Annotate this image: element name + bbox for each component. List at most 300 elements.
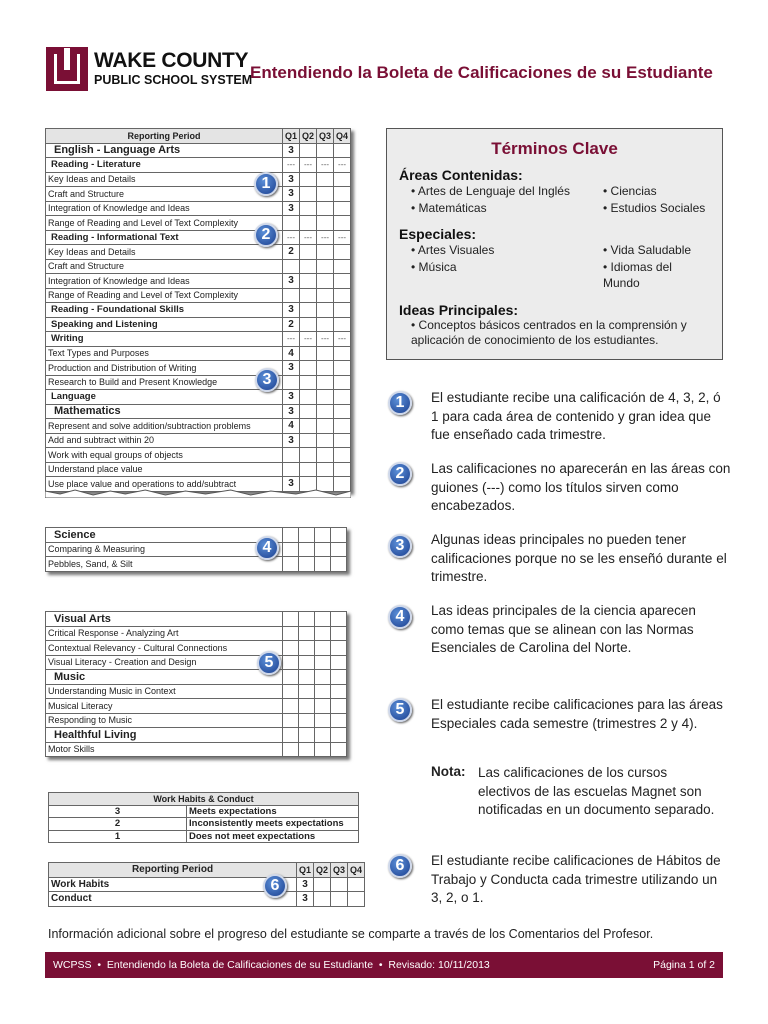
table-row: [46, 361, 351, 376]
specials-list: [399, 242, 710, 292]
row-label: Represent and solve addition/subtraction problems: [46, 419, 283, 434]
grade-cell: [299, 641, 315, 656]
grade-cell: [334, 201, 351, 216]
grade-cell: [300, 143, 317, 158]
grade-cell: ---: [317, 158, 334, 173]
row-label: Production and Distribution of Writing: [46, 361, 283, 376]
ela-math-table-wrap: [45, 128, 351, 492]
table-row: [46, 542, 347, 557]
callout-badge-3: 3: [255, 368, 279, 392]
grade-cell: [314, 877, 331, 892]
content-areas-heading: Áreas Contenidas:: [399, 167, 523, 183]
table-row: [46, 390, 351, 405]
table-row: [46, 557, 347, 572]
grade-cell: [283, 528, 299, 543]
science-table-wrap: [45, 527, 347, 572]
list-item: • Matemáticas: [411, 200, 603, 217]
grade-cell: [317, 143, 334, 158]
quarter-header: Q1: [297, 863, 314, 878]
row-label: Integration of Knowledge and Ideas: [46, 274, 283, 289]
specials-heading: Especiales:: [399, 226, 477, 242]
grade-cell: [315, 684, 331, 699]
grade-cell: 3: [283, 433, 300, 448]
grade-cell: 3: [283, 390, 300, 405]
grade-cell: 3: [283, 201, 300, 216]
row-label: Visual Arts: [46, 612, 283, 627]
grade-cell: [299, 699, 315, 714]
grade-cell: [348, 877, 365, 892]
grade-cell: [317, 317, 334, 332]
grade-cell: ---: [334, 158, 351, 173]
grade-cell: [331, 528, 347, 543]
table-row: [46, 670, 347, 685]
grade-cell: [283, 375, 300, 390]
list-item: • Música: [411, 259, 603, 292]
row-label: Science: [46, 528, 283, 543]
row-label: Use place value and operations to add/subtract: [46, 477, 283, 492]
row-label: Reading - Foundational Skills: [46, 303, 283, 318]
table-row: [46, 713, 347, 728]
grade-cell: [317, 433, 334, 448]
table-row: [46, 626, 347, 641]
grade-cell: 3: [283, 303, 300, 318]
grade-cell: [317, 245, 334, 260]
grade-cell: 2: [283, 317, 300, 332]
table-row: [46, 230, 351, 245]
table-row: [46, 375, 351, 390]
grade-cell: [299, 557, 315, 572]
grade-cell: [300, 419, 317, 434]
table-row: [46, 288, 351, 303]
grade-cell: ---: [300, 230, 317, 245]
row-label: Add and subtract within 20: [46, 433, 283, 448]
grade-cell: [334, 448, 351, 463]
row-label: Comparing & Measuring: [46, 542, 283, 557]
grade-cell: [334, 172, 351, 187]
grade-cell: [334, 390, 351, 405]
grade-cell: [283, 670, 299, 685]
explanation-badge-6: 6: [388, 854, 412, 878]
row-label: Research to Build and Present Knowledge: [46, 375, 283, 390]
grade-cell: [334, 375, 351, 390]
big-ideas-text: • Conceptos básicos centrados en la comprensión y aplicación de conocimiento de los estudiantes.: [399, 318, 710, 348]
grade-cell: ---: [283, 332, 300, 347]
grade-cell: [331, 626, 347, 641]
table-row: [46, 655, 347, 670]
list-item: • Idiomas del Mundo: [603, 259, 710, 292]
row-label: Speaking and Listening: [46, 317, 283, 332]
grade-cell: 3: [297, 892, 314, 907]
work-habits-key-table: [48, 792, 359, 843]
table-row: [46, 742, 347, 757]
grade-cell: [283, 612, 299, 627]
table-row: [46, 245, 351, 260]
grade-cell: [331, 670, 347, 685]
grade-cell: [331, 542, 347, 557]
grade-cell: [317, 404, 334, 419]
grade-cell: [317, 187, 334, 202]
grade-cell: [315, 742, 331, 757]
grade-cell: [300, 245, 317, 260]
grade-cell: [300, 288, 317, 303]
table-row: [46, 404, 351, 419]
grade-cell: [317, 375, 334, 390]
grade-cell: 3: [283, 404, 300, 419]
row-label: Key Ideas and Details: [46, 172, 283, 187]
grade-cell: [331, 557, 347, 572]
grade-cell: [317, 303, 334, 318]
row-label: Craft and Structure: [46, 187, 283, 202]
table-row: [46, 612, 347, 627]
row-label: Key Ideas and Details: [46, 245, 283, 260]
grade-cell: [334, 259, 351, 274]
grade-cell: [299, 728, 315, 743]
specials-table-wrap: [45, 611, 347, 757]
quarter-header: Q3: [317, 129, 334, 144]
grade-cell: [299, 655, 315, 670]
key-terms-box: [386, 128, 723, 360]
grade-cell: [283, 259, 300, 274]
grade-cell: [300, 201, 317, 216]
grade-cell: 2: [283, 245, 300, 260]
callout-badge-6: 6: [263, 874, 287, 898]
table-row: [49, 892, 365, 907]
row-label: Text Types and Purposes: [46, 346, 283, 361]
grade-cell: ---: [283, 158, 300, 173]
table-row: [49, 877, 365, 892]
grade-cell: [315, 655, 331, 670]
grade-cell: [334, 317, 351, 332]
table-row: [46, 172, 351, 187]
grade-cell: [299, 542, 315, 557]
grade-cell: [317, 462, 334, 477]
grade-cell: ---: [317, 332, 334, 347]
grade-cell: [317, 172, 334, 187]
quarter-header: Q2: [314, 863, 331, 878]
grade-cell: [315, 713, 331, 728]
table-row: [46, 259, 351, 274]
grade-cell: [331, 713, 347, 728]
row-label: Craft and Structure: [46, 259, 283, 274]
table-row: [46, 462, 351, 477]
table-row: [46, 419, 351, 434]
grade-cell: [300, 216, 317, 231]
grade-cell: [331, 892, 348, 907]
grade-cell: [300, 361, 317, 376]
grade-cell: [283, 655, 299, 670]
grade-cell: [300, 303, 317, 318]
grade-cell: [300, 462, 317, 477]
grade-cell: [334, 433, 351, 448]
table-row: [46, 641, 347, 656]
table-row: [46, 274, 351, 289]
grade-cell: [317, 216, 334, 231]
grade-cell: [283, 728, 299, 743]
row-label: Musical Literacy: [46, 699, 283, 714]
row-label: Conduct: [49, 892, 297, 907]
grade-cell: [300, 259, 317, 274]
table-row: [46, 303, 351, 318]
quarter-header: Q2: [300, 129, 317, 144]
grade-cell: [334, 288, 351, 303]
reporting-period-header: Reporting Period: [46, 129, 283, 144]
quarter-header: Q1: [283, 129, 300, 144]
grade-cell: [331, 699, 347, 714]
grade-cell: [299, 742, 315, 757]
grade-cell: [334, 216, 351, 231]
quarter-header: Q4: [348, 863, 365, 878]
grade-cell: [315, 728, 331, 743]
table-row: [46, 158, 351, 173]
table-row: [46, 201, 351, 216]
big-ideas-heading: Ideas Principales:: [399, 301, 519, 318]
table-row: [46, 448, 351, 463]
footer-info: WCPSS • Entendiendo la Boleta de Calificaciones de su Estudiante • Revisado: 10/11/2013: [53, 959, 490, 971]
grade-cell: [300, 448, 317, 463]
grade-cell: [317, 361, 334, 376]
grade-cell: [314, 892, 331, 907]
grade-cell: [299, 684, 315, 699]
grade-cell: [334, 346, 351, 361]
table-row: [46, 433, 351, 448]
grade-cell: ---: [283, 230, 300, 245]
grade-cell: 3: [283, 361, 300, 376]
brand-name: WAKE COUNTY: [94, 49, 249, 72]
grade-cell: [331, 655, 347, 670]
row-label: Responding to Music: [46, 713, 283, 728]
footer-note: Información adicional sobre el progreso del estudiante se comparte a través de los Comentarios del Profesor.: [48, 927, 654, 941]
grade-cell: [300, 390, 317, 405]
grade-cell: [300, 317, 317, 332]
callout-badge-4: 4: [255, 536, 279, 560]
grade-cell: [283, 216, 300, 231]
table-row: [46, 528, 347, 543]
reporting-period-header: Reporting Period: [49, 863, 297, 878]
grade-cell: [300, 172, 317, 187]
table-row: [46, 332, 351, 347]
grade-cell: [331, 612, 347, 627]
grade-cell: [317, 448, 334, 463]
ela-math-grades-table: [45, 128, 351, 492]
grade-cell: [331, 684, 347, 699]
grade-cell: ---: [300, 158, 317, 173]
grade-cell: [299, 626, 315, 641]
row-label: English - Language Arts: [46, 143, 283, 158]
grade-cell: [283, 684, 299, 699]
list-item: • Artes de Lenguaje del Inglés: [411, 183, 603, 200]
grade-cell: [315, 557, 331, 572]
row-label: Range of Reading and Level of Text Complexity: [46, 288, 283, 303]
grade-cell: ---: [334, 332, 351, 347]
grade-cell: ---: [317, 230, 334, 245]
table-row: [46, 684, 347, 699]
grade-cell: [334, 361, 351, 376]
quarter-header: Q4: [334, 129, 351, 144]
grade-cell: 3: [283, 187, 300, 202]
grade-cell: [283, 462, 300, 477]
grade-cell: [315, 542, 331, 557]
grade-cell: [317, 259, 334, 274]
content-areas-list: [399, 183, 710, 216]
list-item: • Ciencias: [603, 183, 710, 200]
explanation-4: Las ideas principales de la ciencia aparecen como temas que se alinean con las Normas Esenciales de Carolina del Norte.: [431, 603, 696, 655]
grade-cell: [334, 187, 351, 202]
table-row: [46, 728, 347, 743]
grade-cell: [334, 143, 351, 158]
row-label: Language: [46, 390, 283, 405]
row-label: Critical Response - Analyzing Art: [46, 626, 283, 641]
grade-cell: [334, 274, 351, 289]
grade-cell: [300, 404, 317, 419]
grade-cell: [283, 742, 299, 757]
grade-cell: [317, 274, 334, 289]
row-label: Mathematics: [46, 404, 283, 419]
grade-cell: [299, 670, 315, 685]
explanation-badge-5: 5: [388, 698, 412, 722]
grade-cell: [283, 626, 299, 641]
work-habits-key-title: Work Habits & Conduct: [49, 793, 359, 806]
score-meaning: Inconsistently meets expectations: [187, 818, 359, 831]
grade-cell: [331, 877, 348, 892]
grade-cell: [283, 713, 299, 728]
grade-cell: 3: [283, 477, 300, 492]
note-text: Las calificaciones de los cursos electivos de las escuelas Magnet son notificadas en un documento separado.: [478, 765, 715, 817]
grade-cell: [317, 288, 334, 303]
table-row: [46, 143, 351, 158]
footer-bar: [45, 952, 723, 978]
brand-subtitle: PUBLIC SCHOOL SYSTEM: [94, 73, 253, 87]
grade-cell: [300, 187, 317, 202]
grade-cell: [317, 419, 334, 434]
grade-cell: [315, 528, 331, 543]
grade-cell: 3: [283, 172, 300, 187]
grade-cell: 4: [283, 419, 300, 434]
grade-cell: ---: [300, 332, 317, 347]
explanation-5: El estudiante recibe calificaciones para las áreas Especiales cada semestre (trimestres 2 y 4).: [431, 697, 723, 731]
wcpss-logo: [46, 47, 88, 91]
science-grades-table: [45, 527, 347, 572]
explanation-badge-2: 2: [388, 462, 412, 486]
grade-cell: [283, 699, 299, 714]
table-row: [46, 317, 351, 332]
grade-cell: [334, 404, 351, 419]
row-label: Writing: [46, 332, 283, 347]
explanation-1: El estudiante recibe una calificación de 4, 3, 2, ó 1 para cada área de contenido y gran idea que fue enseñado cada trimestre.: [431, 390, 721, 442]
table-row: [46, 187, 351, 202]
explanation-2: Las calificaciones no aparecerán en las áreas con guiones (---) como los títulos sirven como encabezados.: [431, 461, 731, 513]
grade-cell: [331, 728, 347, 743]
grade-cell: [300, 433, 317, 448]
score-meaning: Meets expectations: [187, 805, 359, 818]
row-label: Integration of Knowledge and Ideas: [46, 201, 283, 216]
quarter-header: Q3: [331, 863, 348, 878]
row-label: Contextual Relevancy - Cultural Connections: [46, 641, 283, 656]
grade-cell: [315, 626, 331, 641]
grade-cell: [299, 612, 315, 627]
row-label: Work Habits: [49, 877, 297, 892]
grade-cell: [334, 462, 351, 477]
row-label: Music: [46, 670, 283, 685]
grade-cell: [317, 201, 334, 216]
grade-cell: [283, 288, 300, 303]
key-terms-title: Términos Clave: [491, 139, 618, 158]
callout-badge-2: 2: [254, 223, 278, 247]
explanation-badge-3: 3: [388, 534, 412, 558]
grade-cell: [283, 542, 299, 557]
list-item: • Estudios Sociales: [603, 200, 710, 217]
table-header-row: [49, 863, 365, 878]
row-label: Reading - Informational Text: [46, 230, 283, 245]
score: 2: [49, 818, 187, 831]
grade-cell: [334, 303, 351, 318]
grade-cell: [283, 448, 300, 463]
grade-cell: [283, 557, 299, 572]
explanation-6: El estudiante recibe calificaciones de Hábitos de Trabajo y Conducta cada trimestre utilizando un 3, 2, o 1.: [431, 853, 721, 905]
callout-badge-5: 5: [257, 651, 281, 675]
row-label: Range of Reading and Level of Text Complexity: [46, 216, 283, 231]
grade-cell: 4: [283, 346, 300, 361]
table-header-row: [46, 129, 351, 144]
list-item: • Vida Saludable: [603, 242, 710, 259]
score: 1: [49, 830, 187, 843]
explanation-badge-4: 4: [388, 605, 412, 629]
grade-cell: [334, 419, 351, 434]
row-label: Pebbles, Sand, & Silt: [46, 557, 283, 572]
table-row: [46, 216, 351, 231]
grade-cell: 3: [297, 877, 314, 892]
explanation-3: Algunas ideas principales no pueden tener calificaciones porque no se les enseñó durante el trimestre.: [431, 532, 727, 584]
row-label: Healthful Living: [46, 728, 283, 743]
explanation-badge-1: 1: [388, 391, 412, 415]
document-title: Entendiendo la Boleta de Calificaciones de su Estudiante: [250, 63, 713, 82]
note-label: Nota:: [431, 764, 466, 779]
grade-cell: [300, 375, 317, 390]
grade-cell: 3: [283, 143, 300, 158]
grade-cell: [331, 641, 347, 656]
table-row: [46, 346, 351, 361]
row-label: Work with equal groups of objects: [46, 448, 283, 463]
grade-cell: [315, 670, 331, 685]
score: 3: [49, 805, 187, 818]
callout-badge-1: 1: [254, 172, 278, 196]
specials-grades-table: [45, 611, 347, 757]
grade-cell: [299, 713, 315, 728]
grade-cell: [315, 699, 331, 714]
row-label: Understand place value: [46, 462, 283, 477]
grade-cell: [300, 346, 317, 361]
grade-cell: [334, 245, 351, 260]
table-row: [46, 699, 347, 714]
row-label: Reading - Literature: [46, 158, 283, 173]
page-number: Página 1 of 2: [653, 959, 715, 971]
grade-cell: [317, 346, 334, 361]
grade-cell: [300, 274, 317, 289]
row-label: Understanding Music in Context: [46, 684, 283, 699]
grade-cell: ---: [334, 230, 351, 245]
torn-edge: [45, 488, 351, 498]
row-label: Visual Literacy - Creation and Design: [46, 655, 283, 670]
conduct-grades-table: [48, 862, 365, 907]
list-item: • Artes Visuales: [411, 242, 603, 259]
grade-cell: [299, 528, 315, 543]
grade-cell: 3: [283, 274, 300, 289]
grade-cell: [348, 892, 365, 907]
grade-cell: [315, 641, 331, 656]
grade-cell: [331, 742, 347, 757]
score-meaning: Does not meet expectations: [187, 830, 359, 843]
grade-cell: [315, 612, 331, 627]
grade-cell: [283, 641, 299, 656]
